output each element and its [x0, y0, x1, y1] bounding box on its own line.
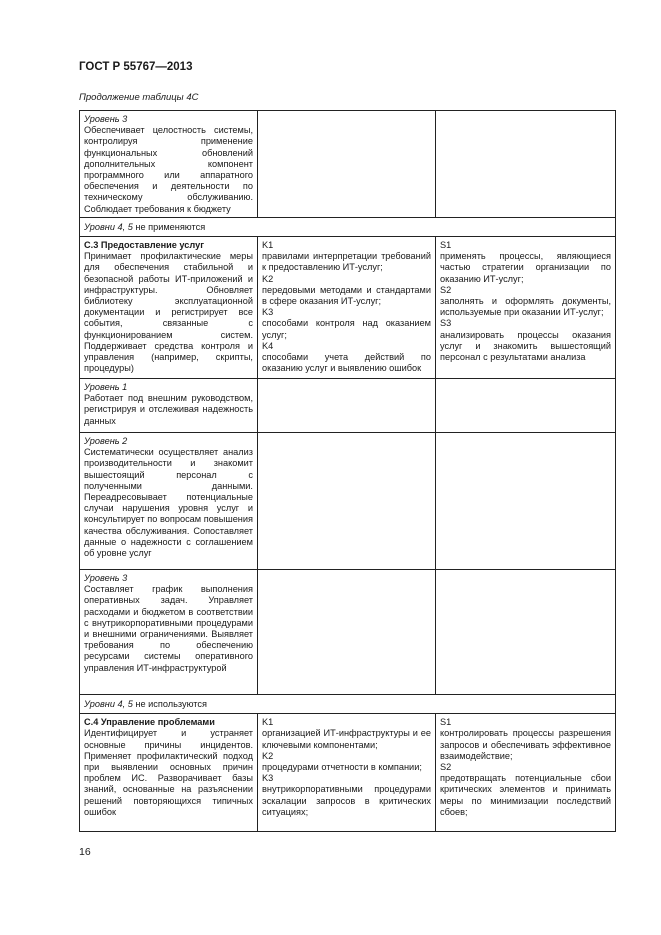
level-label: Уровень 1 — [84, 382, 128, 393]
skills-cell — [436, 237, 616, 379]
empty-cell — [436, 111, 616, 218]
level-label: Уровень 3 — [84, 114, 128, 124]
document-code: ГОСТ Р 55767—2013 — [79, 61, 193, 73]
levels-note: не используются — [132, 699, 207, 710]
competence-title: С.3 Предоставление услуг — [84, 240, 205, 251]
table-row — [80, 433, 616, 570]
competence-title: С.4 Управление проблемами — [84, 717, 215, 728]
skill-code: S3 — [440, 318, 452, 329]
levels-note-cell — [80, 217, 616, 236]
table-continuation-caption: Продолжение таблицы 4С — [79, 92, 199, 103]
knowledge-text: процедурами отчетности в компании; — [262, 762, 422, 773]
levels-label: Уровни 4, 5 — [84, 221, 133, 232]
skill-code: S2 — [440, 284, 452, 295]
knowledge-cell — [258, 714, 436, 832]
level-description: Систематически осуществляет анализ производительности и знакомит вышестоящий персонал с полученными данными. Переадресовывает потенциальные случаи нарушения уровня услуг и консультирует по вопросам повышения качества обслуживания. Сопоставляет данные о надежности с соглашением об уровне услуг — [84, 447, 253, 559]
empty-cell — [258, 570, 436, 695]
competence-cell — [80, 237, 258, 379]
empty-cell — [258, 379, 436, 433]
level-description: Обеспечивает целостность системы, контролируя применение функциональных обновлений дополнительных компонент программного или аппаратного обеспечения и деятельности по техническому обслуживанию. Соблюдает требования к бюджету — [84, 125, 253, 214]
empty-cell — [258, 433, 436, 570]
skill-text: анализировать процессы оказания услуг и знакомить вышестоящий персонал с результатами анализа — [440, 329, 611, 363]
skill-code: S2 — [440, 762, 452, 773]
level-cell — [80, 111, 258, 218]
levels-label: Уровни 4, 5 — [84, 699, 133, 710]
knowledge-text: передовыми методами и стандартами в сфере оказания ИТ-услуг; — [262, 284, 431, 307]
competence-description: Идентифицирует и устраняет основные причины инцидентов. Применяет профилактический подход при выявлении основных причин проблем ИС. Разворачивает базы знаний, основанные на разъяснении решений повторяющихся типичных ошибок — [84, 728, 253, 817]
table-row — [80, 695, 616, 714]
level-label: Уровень 2 — [84, 436, 128, 447]
level-label: Уровень 3 — [84, 573, 128, 584]
knowledge-code: K1 — [262, 240, 274, 251]
knowledge-code: K4 — [262, 340, 274, 351]
knowledge-text: способами контроля над оказанием услуг; — [262, 318, 431, 340]
knowledge-code: K2 — [262, 750, 274, 761]
table-row — [80, 379, 616, 433]
skill-text: заполнять и оформлять документы, используемые при оказании ИТ-услуг; — [440, 296, 611, 318]
skill-code: S1 — [440, 717, 452, 728]
level-cell — [80, 433, 258, 570]
knowledge-code: K1 — [262, 717, 274, 728]
skill-text: применять процессы, являющиеся частью стратегии организации по оказанию ИТ-услуг; — [440, 251, 611, 284]
competence-cell — [80, 714, 258, 832]
knowledge-text: способами учета действий по оказанию услуг и выявлению ошибок — [262, 352, 431, 374]
skill-code: S1 — [440, 240, 452, 251]
knowledge-code: K2 — [262, 273, 274, 284]
knowledge-code: K3 — [262, 773, 274, 784]
table-row — [80, 217, 616, 236]
knowledge-cell — [258, 237, 436, 379]
table-row — [80, 570, 616, 695]
skill-text: предотвращать потенциальные сбои критических элементов и принимать меры по минимизации последствий сбоев; — [440, 773, 611, 817]
level-description: Работает под внешним руководством, регистрируя и отслеживая надежность данных — [84, 393, 253, 426]
knowledge-code: K3 — [262, 307, 274, 318]
competence-table — [79, 110, 616, 832]
empty-cell — [436, 570, 616, 695]
table-row — [80, 111, 616, 218]
page-number: 16 — [79, 846, 91, 858]
empty-cell — [436, 379, 616, 433]
knowledge-text: организацией ИТ-инфраструктуры и ее ключевыми компонентами; — [262, 728, 431, 750]
level-cell — [80, 570, 258, 695]
level-cell — [80, 379, 258, 433]
level-description: Составляет график выполнения оперативных задач. Управляет расходами и бюджетом в соответствии с внутрикорпоративными процедурами и внешними ограничениями. Выявляет требования по обеспечению ресурсами системы оперативного управления ИТ-инфраструктурой — [84, 584, 253, 673]
table-row — [80, 714, 616, 832]
knowledge-text: внутрикорпоративными процедурами эскалации запросов в критических ситуациях; — [262, 784, 431, 817]
knowledge-text: правилами интерпретации требований к предоставлению ИТ-услуг; — [262, 251, 431, 273]
levels-note: не применяются — [132, 221, 206, 232]
skills-cell — [436, 714, 616, 832]
competence-description: Принимает профилактические меры для обеспечения стабильной и безопасной работы ИТ-приложений и инфраструктуры. Обновляет библиотеку эксплуатационной документации и регистрирует все события, связанные с функционированием систем. Поддерживает средства контроля и управления (например, скрипты, процедуры) — [84, 251, 253, 374]
empty-cell — [258, 111, 436, 218]
skill-text: контролировать процессы разрешения запросов и обеспечивать эффективное взаимодействие; — [440, 728, 611, 761]
levels-note-cell — [80, 695, 616, 714]
empty-cell — [436, 433, 616, 570]
table-row — [80, 237, 616, 379]
